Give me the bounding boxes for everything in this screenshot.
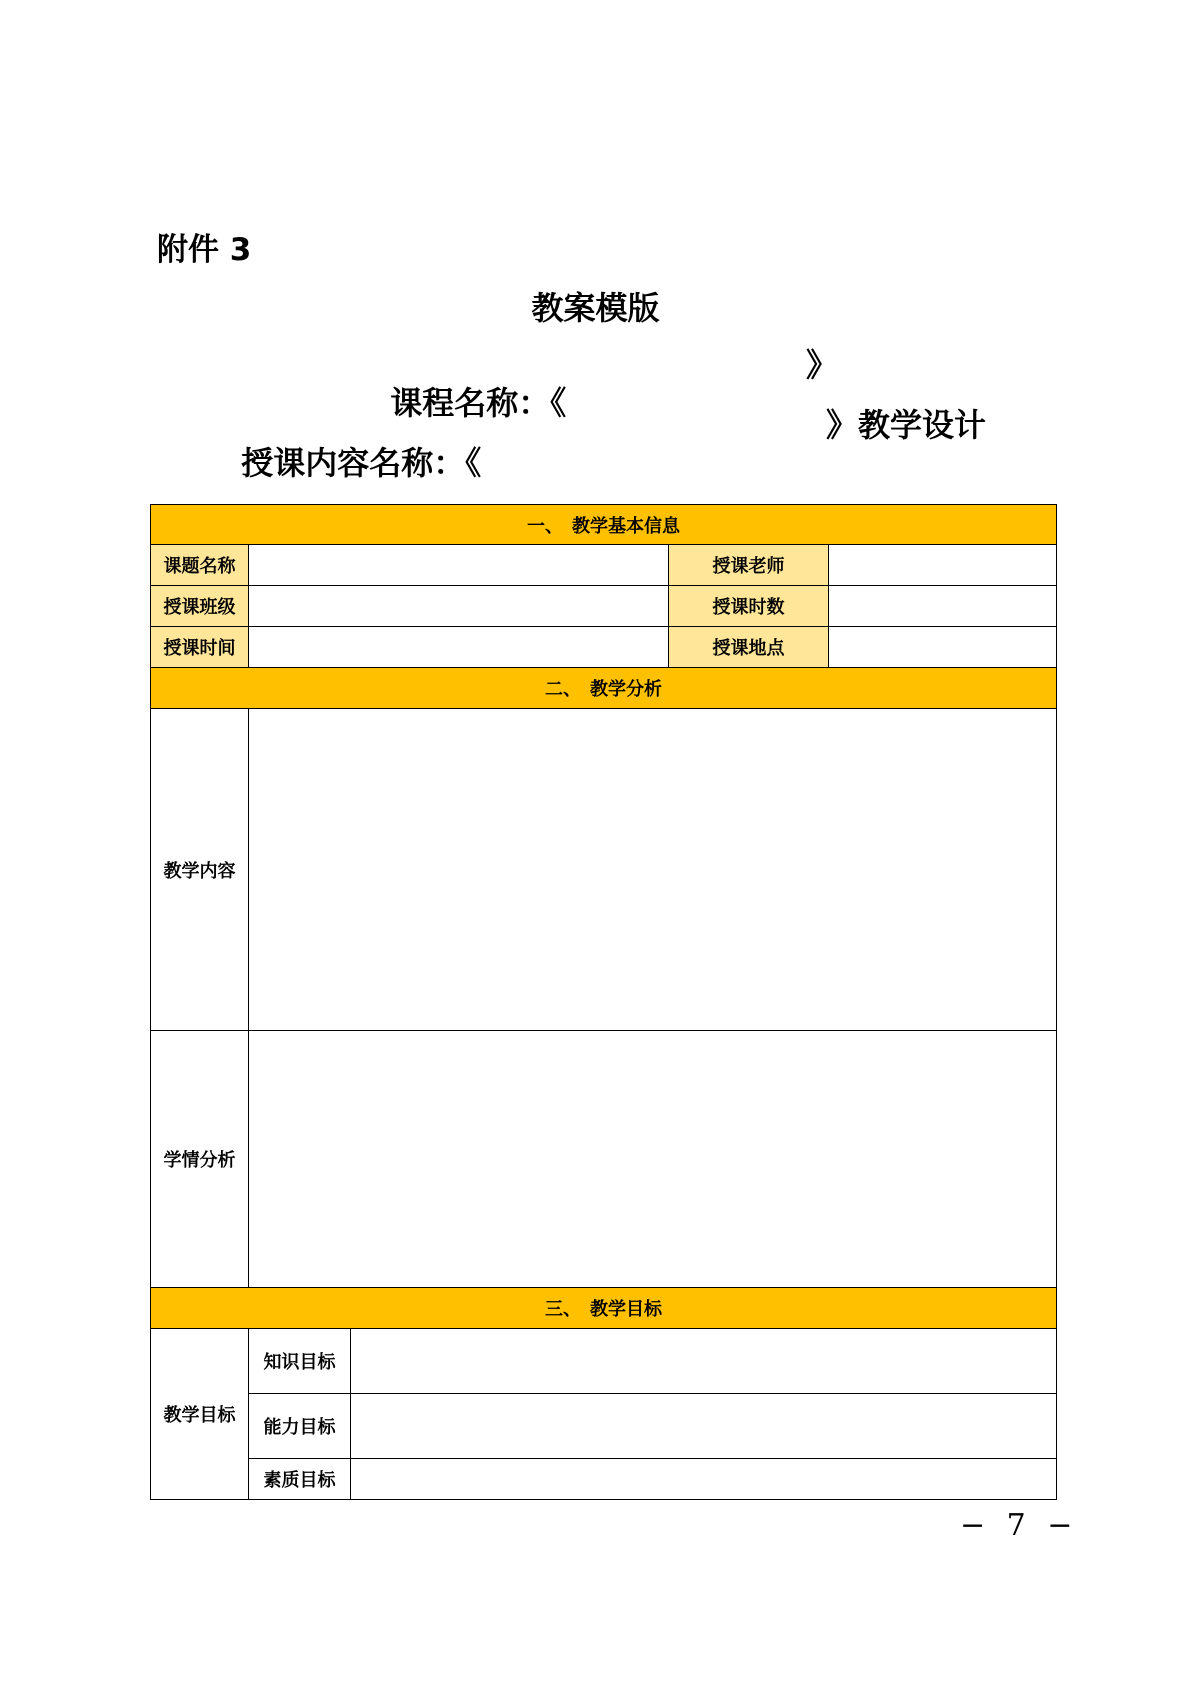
time-field[interactable]: [249, 627, 669, 668]
section-header-goals: 三、 教学目标: [151, 1288, 1057, 1329]
knowledge-goal-field[interactable]: [351, 1329, 1057, 1394]
teaching-goals-label: 教学目标: [151, 1329, 249, 1500]
table-row: [151, 1031, 1057, 1288]
attachment-label: 附件 3: [157, 232, 252, 268]
section-row-basic: [151, 505, 1057, 545]
learner-analysis-field[interactable]: [249, 1031, 1057, 1288]
time-label: 授课时间: [151, 627, 249, 668]
hours-label: 授课时数: [669, 586, 829, 627]
quality-goal-field[interactable]: [351, 1459, 1057, 1500]
table-row: [151, 586, 1057, 627]
teaching-content-label: 教学内容: [151, 709, 249, 1031]
topic-label: 课题名称: [151, 545, 249, 586]
class-field[interactable]: [249, 586, 669, 627]
table-row: [151, 627, 1057, 668]
hours-field[interactable]: [829, 586, 1057, 627]
table-row: [151, 1329, 1057, 1394]
teacher-label: 授课老师: [669, 545, 829, 586]
section-header-basic-info: 一、 教学基本信息: [151, 505, 1057, 545]
location-field[interactable]: [829, 627, 1057, 668]
page-number: − 7 −: [960, 1508, 1079, 1543]
lesson-plan-table: [150, 504, 1057, 1500]
document-title: 教案模版: [531, 289, 660, 327]
lesson-content-line: [219, 400, 481, 484]
table-row: [151, 545, 1057, 586]
location-label: 授课地点: [669, 627, 829, 668]
section-header-analysis: 二、 教学分析: [151, 668, 1057, 709]
section-row-analysis: [151, 668, 1057, 709]
class-label: 授课班级: [151, 586, 249, 627]
topic-field[interactable]: [249, 545, 669, 586]
teacher-field[interactable]: [829, 545, 1057, 586]
lesson-content-close: 》教学设计: [826, 406, 987, 444]
table-row: [151, 1459, 1057, 1500]
learner-analysis-label: 学情分析: [151, 1031, 249, 1288]
ability-goal-label: 能力目标: [249, 1394, 351, 1459]
section-row-goals: [151, 1288, 1057, 1329]
course-name-close: 》: [806, 346, 839, 384]
knowledge-goal-label: 知识目标: [249, 1329, 351, 1394]
table-row: [151, 709, 1057, 1031]
teaching-content-field[interactable]: [249, 709, 1057, 1031]
quality-goal-label: 素质目标: [249, 1459, 351, 1500]
table-row: [151, 1394, 1057, 1459]
lesson-content-label: 授课内容名称：《: [241, 444, 482, 482]
ability-goal-field[interactable]: [351, 1394, 1057, 1459]
course-name-label: 课程名称：《: [390, 384, 567, 422]
